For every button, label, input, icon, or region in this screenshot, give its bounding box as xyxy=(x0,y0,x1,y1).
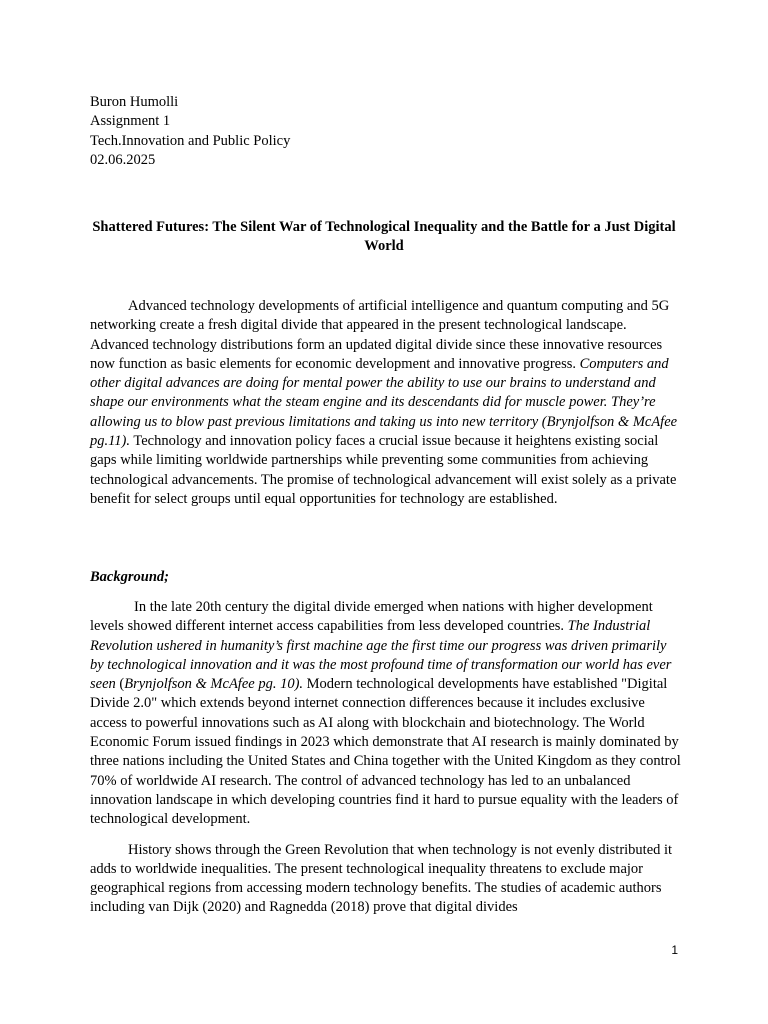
background-paragraph-1 xyxy=(90,598,682,830)
bg-cite-open: ( xyxy=(115,676,125,693)
background-section xyxy=(90,598,682,918)
assignment-label: Assignment 1 xyxy=(90,113,171,130)
intro-paragraph xyxy=(90,297,682,509)
intro-quote: Computers and other digital advances are doing for mental power the ability to use our brains to understand and shape our environments what the steam engine and its descendants did for muscle power. They’re allowing us to blow past previous limitations and taking us into new territory (Brynjolfson & McAfee pg.11). xyxy=(90,355,678,450)
intro-text-b: Technology and innovation policy faces a crucial issue because it heightens existing social gaps while limiting worldwide partnerships while preventing some communities from achieving technological advancements. The promise of technological advancement will exist solely as a private benefit for select groups until equal opportunities for technology are established. xyxy=(90,433,677,507)
document-header xyxy=(90,93,682,170)
bg-quote: The Industrial Revolution ushered in humanity’s first machine age the first time our progress was driven primarily by technological innovation and it was the most profound time of transformation our world has ever seen xyxy=(90,618,672,693)
course-name: Tech.Innovation and Public Policy xyxy=(90,132,291,149)
bg-citation: Brynjolfson & McAfee pg. 10). xyxy=(124,676,304,693)
author-name: Buron Humolli xyxy=(90,94,179,110)
bg-text-a: In the late 20th century the digital divide emerged when nations with higher development levels showed different internet access capabilities from less developed countries. xyxy=(90,599,653,635)
background-paragraph-2: History shows through the Green Revolution that when technology is not evenly distributed it adds to worldwide inequalities. The present technological inequality threatens to exclude major geographical regions from accessing modern technology benefits. The studies of academic authors including van Dijk (2020) and Ragnedda (2018) prove that digital divides xyxy=(90,841,673,916)
document-title: Shattered Futures: The Silent War of Technological Inequality and the Battle for a Just Digital World xyxy=(92,219,676,255)
intro-section xyxy=(90,297,682,509)
bg-text-b: Modern technological developments have established "Digital Divide 2.0" which extends beyond internet connection differences because it includes exclusive access to powerful innovations such as AI along with blockchain and biotechnology. The World Economic Forum issued findings in 2023 which demonstrate that AI research is mainly dominated by three nations including the United States and China together with the United Kingdom as they control 70% of worldwide AI research. The control of advanced technology has led to an unbalanced innovation landscape in which developing countries find it hard to pursue equality with the leaders of technological development. xyxy=(90,676,681,828)
background-heading: Background; xyxy=(90,569,169,585)
document-date: 02.06.2025 xyxy=(90,151,156,168)
intro-text-a: Advanced technology developments of artificial intelligence and quantum computing and 5G networking create a fresh digital divide that appeared in the present technological landscape. Advanced technology distributions form an updated digital divide since these innovative resources now function as basic elements for economic development and innovative progress. xyxy=(90,298,670,372)
page-number: 1 xyxy=(671,943,678,957)
